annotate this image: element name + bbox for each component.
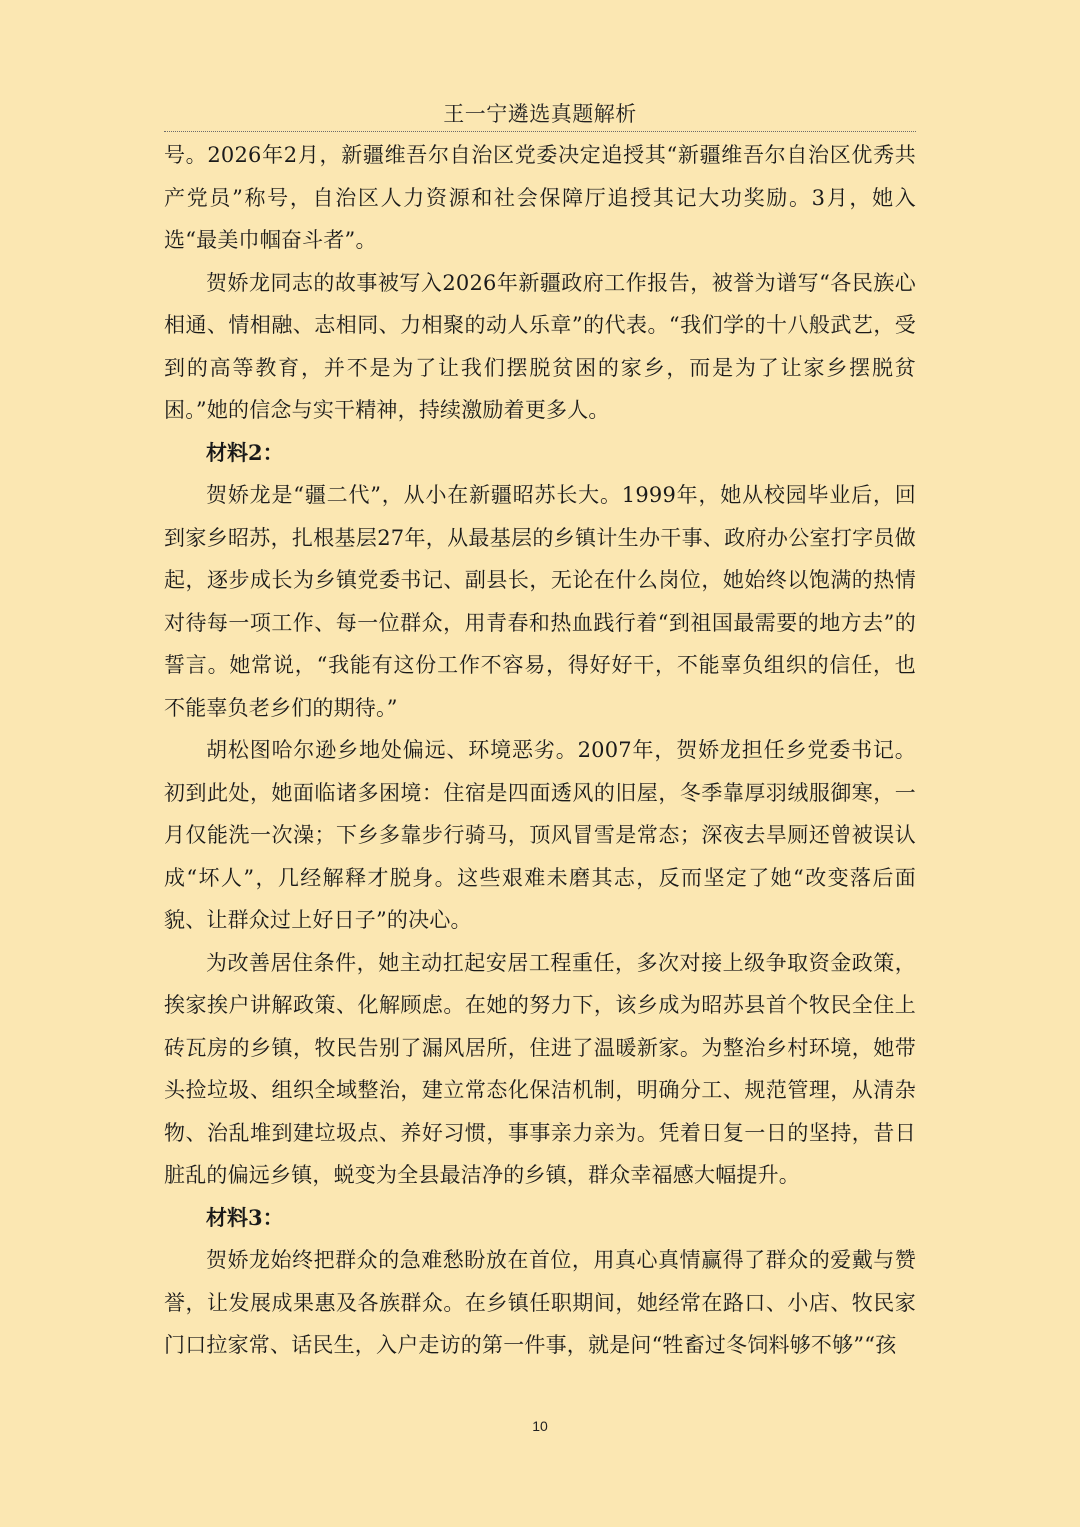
paragraph: 号。2026年2月，新疆维吾尔自治区党委决定追授其“新疆维吾尔自治区优秀共产党员”称号，自治区人力资源和社会保障厅追授其记大功奖励。3月，她入选“最美巾帼奋斗者”。: [164, 143, 916, 252]
paragraph: 贺娇龙同志的故事被写入2026年新疆政府工作报告，被誉为谱写“各民族心相通、情相融、志相同、力相聚的动人乐章”的代表。“我们学的十八般武艺，受到的高等教育，并不是为了让我们摆脱贫困的家乡，而是为了让家乡摆脱贫困。”她的信念与实干精神，持续激励着更多人。: [164, 270, 916, 422]
page-number: 10: [532, 1418, 548, 1434]
section-label-material-2: 材料2：: [206, 439, 284, 465]
section-label-material-3: 材料3：: [206, 1204, 284, 1230]
paragraph: 贺娇龙是“疆二代”，从小在新疆昭苏长大。1999年，她从校园毕业后，回到家乡昭苏，扎根基层27年，从最基层的乡镇计生办干事、政府办公室打字员做起，逐步成长为乡镇党委书记、副县长，无论在什么岗位，她始终以饱满的热情对待每一项工作、每一位群众，用青春和热血践行着“到祖国最需要的地方去”的誓言。她常说，“我能有这份工作不容易，得好好干，不能辜负组织的信任，也不能辜负老乡们的期待。”: [164, 483, 916, 720]
header-divider: [164, 131, 916, 132]
running-header: 王一宁遴选真题解析: [443, 102, 637, 126]
paragraph: 为改善居住条件，她主动扛起安居工程重任，多次对接上级争取资金政策，挨家挨户讲解政策、化解顾虑。在她的努力下，该乡成为昭苏县首个牧民全住上砖瓦房的乡镇，牧民告别了漏风居所，住进了温暖新家。为整治乡村环境，她带头捡垃圾、组织全域整治，建立常态化保洁机制，明确分工、规范管理，从清杂物、治乱堆到建垃圾点、养好习惯，事事亲力亲为。凭着日复一日的坚持，昔日脏乱的偏远乡镇，蜕变为全县最洁净的乡镇，群众幸福感大幅提升。: [164, 950, 916, 1187]
document-body: [164, 134, 916, 1367]
paragraph: 贺娇龙始终把群众的急难愁盼放在首位，用真心真情赢得了群众的爱戴与赞誉，让发展成果惠及各族群众。在乡镇任职期间，她经常在路口、小店、牧民家门口拉家常、话民生，入户走访的第一件事，就是问“牲畜过冬饲料够不够”“孩: [164, 1248, 916, 1357]
paragraph: 胡松图哈尔逊乡地处偏远、环境恶劣。2007年，贺娇龙担任乡党委书记。初到此处，她面临诸多困境：住宿是四面透风的旧屋，冬季靠厚羽绒服御寒，一月仅能洗一次澡；下乡多靠步行骑马，顶风冒雪是常态；深夜去旱厕还曾被误认成“坏人”，几经解释才脱身。这些艰难未磨其志，反而坚定了她“改变落后面貌、让群众过上好日子”的决心。: [164, 738, 916, 932]
